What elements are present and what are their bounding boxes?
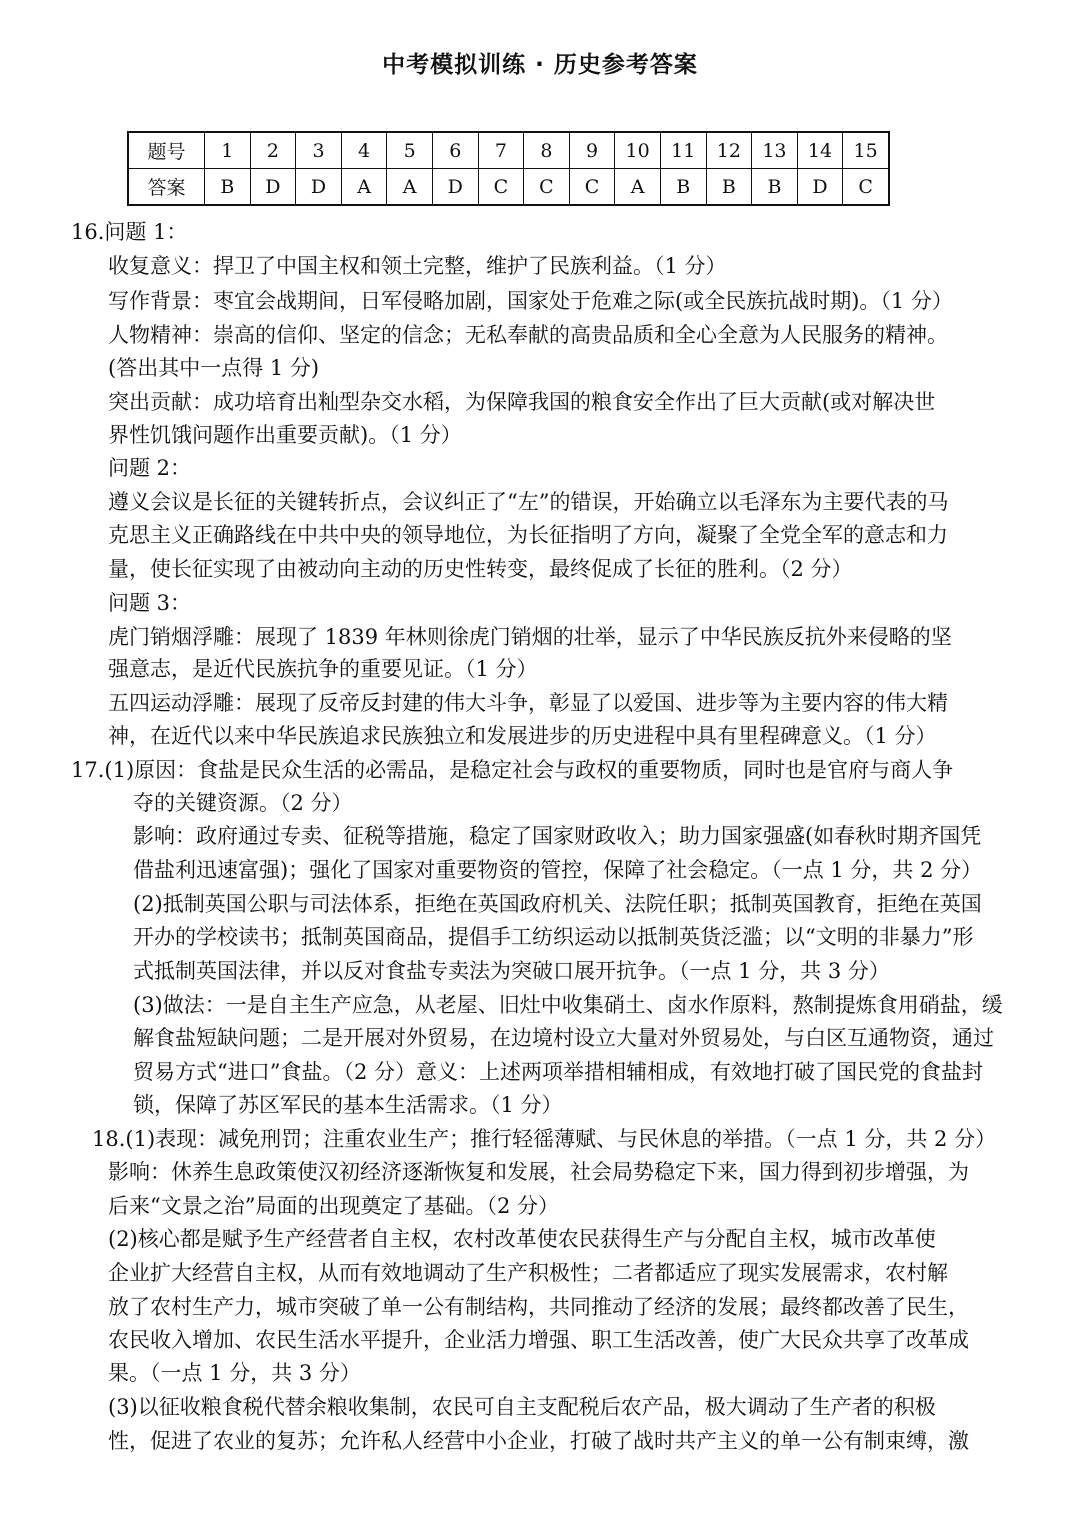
text-line: (3)做法：一是自主生产应急，从老屋、旧灶中收集硝土、卤水作原料，熬制提炼食用硝盐，缓 — [133, 993, 1003, 1017]
answer-cell: D — [296, 169, 342, 206]
answer-table — [127, 131, 890, 206]
text-line: 锁，保障了苏区军民的基本生活需求。（1 分） — [133, 1093, 563, 1117]
page-title: 中考模拟训练 · 历史参考答案 — [382, 52, 698, 78]
text-line: 界性饥饿问题作出重要贡献)。（1 分） — [108, 423, 462, 447]
number-cell: 10 — [615, 132, 661, 169]
q17-heading: 17.(1)原因：食盐是民众生活的必需品，是稳定社会与政权的重要物质，同时也是官府与商人争 — [71, 758, 954, 782]
number-cell: 4 — [341, 132, 387, 169]
text-line: (2)核心都是赋予生产经营者自主权，农村改革使农民获得生产与分配自主权，城市改革使 — [108, 1227, 936, 1251]
answer-cell: A — [615, 169, 661, 206]
table-row — [128, 169, 889, 206]
text-line: 开办的学校读书；抵制英国商品，提倡手工纺织运动以抵制英货泛滥；以“文明的非暴力”形 — [133, 925, 974, 949]
text-line: 企业扩大经营自主权，从而有效地调动了生产积极性；二者都适应了现实发展需求，农村解 — [108, 1261, 948, 1285]
answer-cell: B — [660, 169, 706, 206]
q18-heading: 18.(1)表现：减免刑罚；注重农业生产；推行轻徭薄赋、与民休息的举措。（一点 1 分，共 2 分） — [92, 1127, 997, 1151]
text-line: 影响：政府通过专卖、征税等措施，稳定了国家财政收入；助力国家强盛(如春秋时期齐国凭 — [133, 824, 982, 848]
text-line: (3)以征收粮食税代替余粮收集制，农民可自主支配税后农产品，极大调动了生产者的积极 — [108, 1395, 936, 1419]
answer-cell: C — [843, 169, 889, 206]
text-line: (2)抵制英国公职与司法体系，拒绝在英国政府机关、法院任职；抵制英国教育，拒绝在英国 — [133, 892, 982, 916]
text-line: 神，在近代以来中华民族追求民族独立和发展进步的历史进程中具有里程碑意义。（1 分） — [108, 724, 937, 748]
number-cell: 14 — [797, 132, 843, 169]
number-cell: 8 — [524, 132, 570, 169]
answer-cell: D — [250, 169, 296, 206]
text-line: 贸易方式“进口”食盐。（2 分）意义：上述两项举措相辅相成，有效地打破了国民党的食盐封 — [133, 1060, 984, 1084]
text-line: 虎门销烟浮雕：展现了 1839 年林则徐虎门销烟的壮举，显示了中华民族反抗外来侵略的坚 — [108, 625, 952, 649]
answer-cell: C — [569, 169, 615, 206]
text-line: 解食盐短缺问题；二是开展对外贸易，在边境村设立大量对外贸易处，与白区互通物资，通过 — [133, 1026, 994, 1050]
text-line: 性，促进了农业的复苏；允许私人经营中小企业，打破了战时共产主义的单一公有制束缚，激 — [108, 1429, 969, 1453]
number-cell: 7 — [478, 132, 524, 169]
number-cell: 11 — [660, 132, 706, 169]
number-cell: 13 — [752, 132, 798, 169]
answer-cell: B — [706, 169, 752, 206]
text-line: 影响：休养生息政策使汉初经济逐渐恢复和发展，社会局势稳定下来，国力得到初步增强，为 — [108, 1160, 969, 1184]
answer-cell: D — [432, 169, 478, 206]
answer-cell: A — [387, 169, 433, 206]
table-row — [128, 132, 889, 169]
text-line: 后来“文景之治”局面的出现奠定了基础。（2 分） — [108, 1194, 560, 1218]
text-line: 人物精神：崇高的信仰、坚定的信念；无私奉献的高贵品质和全心全意为人民服务的精神。 — [108, 323, 948, 347]
text-line: 收复意义：捍卫了中国主权和领土完整，维护了民族利益。（1 分） — [108, 254, 727, 278]
answer-cell: B — [205, 169, 251, 206]
text-line: 克思主义正确路线在中共中央的领导地位，为长征指明了方向，凝聚了全党全军的意志和力 — [108, 523, 948, 547]
header-cell: 答案 — [128, 169, 205, 206]
number-cell: 5 — [387, 132, 433, 169]
q16-part2-heading: 问题 2： — [108, 456, 192, 480]
number-cell: 15 — [843, 132, 889, 169]
text-line: 突出贡献：成功培育出籼型杂交水稻，为保障我国的粮食安全作出了巨大贡献(或对解决世 — [108, 390, 936, 414]
number-cell: 6 — [432, 132, 478, 169]
text-line: 果。（一点 1 分，共 3 分） — [108, 1361, 361, 1385]
answer-cell: B — [752, 169, 798, 206]
text-line: 强意志，是近代民族抗争的重要见证。（1 分） — [108, 657, 538, 681]
number-cell: 1 — [205, 132, 251, 169]
number-cell: 12 — [706, 132, 752, 169]
text-line: 五四运动浮雕：展现了反帝反封建的伟大斗争，彰显了以爱国、进步等为主要内容的伟大精 — [108, 691, 948, 715]
text-line: 写作背景：枣宜会战期间，日军侵略加剧，国家处于危难之际(或全民族抗战时期)。（1 分） — [108, 289, 953, 313]
text-line: 借盐利迅速富强)；强化了国家对重要物资的管控，保障了社会稳定。（一点 1 分，共 2 分） — [133, 858, 983, 882]
q16-part3-heading: 问题 3： — [108, 591, 192, 615]
q16-heading: 16.问题 1： — [71, 220, 188, 244]
text-line: 式抵制英国法律，并以反对食盐专卖法为突破口展开抗争。（一点 1 分，共 3 分） — [133, 959, 890, 983]
header-cell: 题号 — [128, 132, 205, 169]
text-line: 农民收入增加、农民生活水平提升，企业活力增强、职工生活改善，使广大民众共享了改革成 — [108, 1328, 969, 1352]
text-line: 夺的关键资源。（2 分） — [133, 791, 353, 815]
number-cell: 3 — [296, 132, 342, 169]
answer-cell: C — [524, 169, 570, 206]
text-line: 遵义会议是长征的关键转折点，会议纠正了“左”的错误，开始确立以毛泽东为主要代表的马 — [108, 490, 949, 514]
answer-cell: A — [341, 169, 387, 206]
number-cell: 2 — [250, 132, 296, 169]
text-line: 放了农村生产力，城市突破了单一公有制结构，共同推动了经济的发展；最终都改善了民生， — [108, 1295, 969, 1319]
number-cell: 9 — [569, 132, 615, 169]
text-line: 量，使长征实现了由被动向主动的历史性转变，最终促成了长征的胜利。（2 分） — [108, 557, 853, 581]
answer-cell: C — [478, 169, 524, 206]
text-line: (答出其中一点得 1 分) — [108, 356, 320, 380]
answer-cell: D — [797, 169, 843, 206]
